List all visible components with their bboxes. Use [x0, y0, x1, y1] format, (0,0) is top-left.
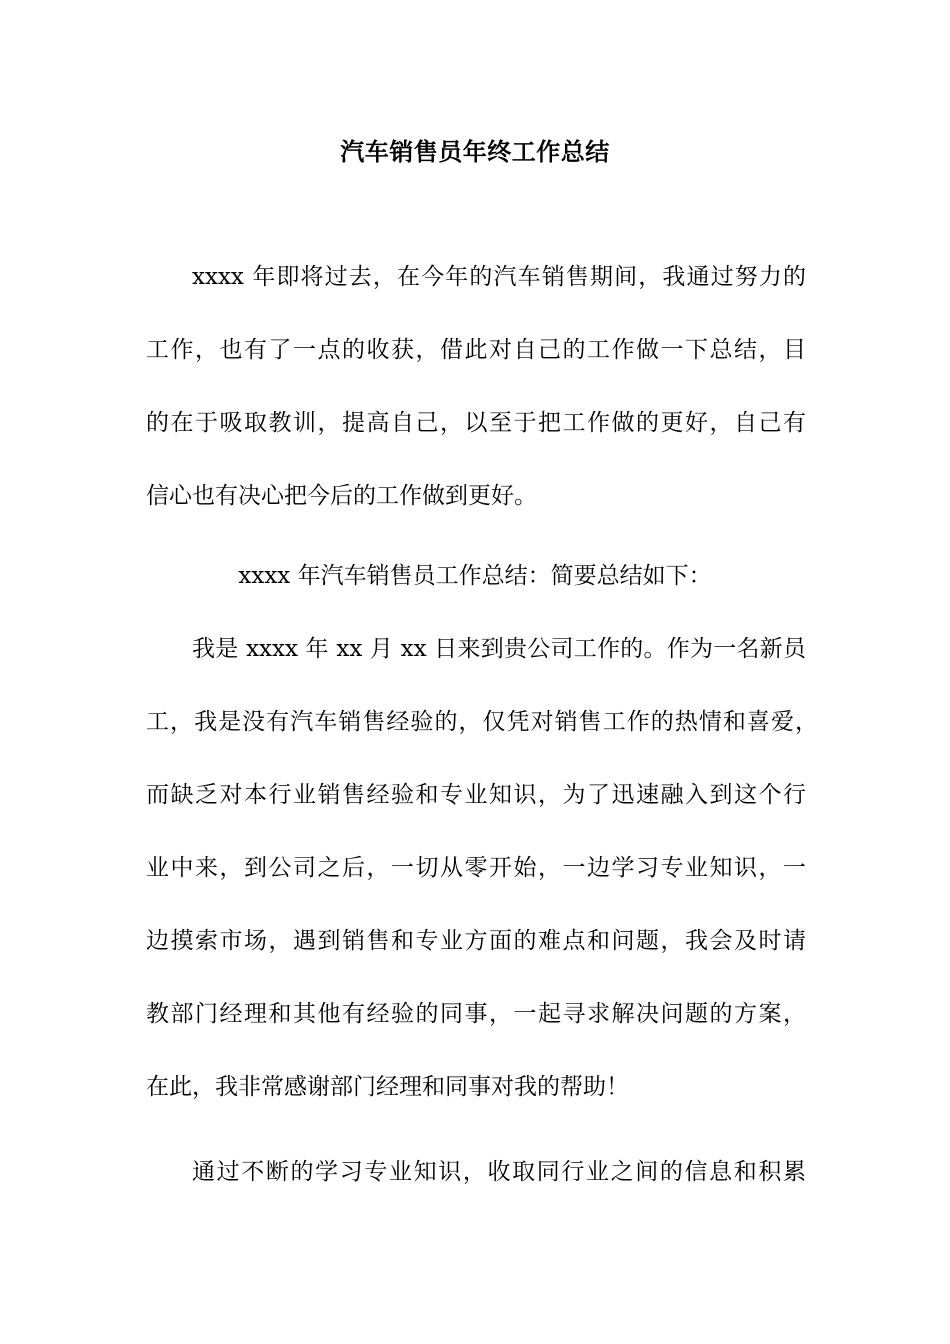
paragraph-line: 工，我是没有汽车销售经验的，仅凭对销售工作的热情和喜爱，	[146, 709, 818, 735]
paragraph-line: xxxx 年即将过去，在今年的汽车销售期间，我通过努力的	[192, 264, 806, 290]
paragraph-line: 边摸索市场，遇到销售和专业方面的难点和问题，我会及时请	[146, 928, 806, 954]
paragraph-line: 在此，我非常感谢部门经理和同事对我的帮助！	[146, 1074, 629, 1100]
paragraph-line: 业中来，到公司之后，一切从零开始，一边学习专业知识，一	[146, 855, 806, 881]
paragraph-line: 教部门经理和其他有经验的同事，一起寻求解决问题的方案，	[146, 1001, 806, 1027]
section-summary-line: xxxx 年汽车销售员工作总结：简要总结如下：	[238, 563, 712, 589]
paragraph-line: 而缺乏对本行业销售经验和专业知识，为了迅速融入到这个行	[146, 782, 806, 808]
document-title: 汽车销售员年终工作总结	[340, 137, 610, 166]
paragraph-line: 信心也有决心把今后的工作做到更好。	[146, 483, 537, 509]
paragraph-line: 工作，也有了一点的收获，借此对自己的工作做一下总结，目	[146, 337, 806, 363]
paragraph-line: 我是 xxxx 年 xx 月 xx 日来到贵公司工作的。作为一名新员	[192, 636, 806, 662]
paragraph-line: 的在于吸取教训，提高自己，以至于把工作做的更好，自己有	[146, 410, 806, 436]
paragraph-line: 通过不断的学习专业知识，收取同行业之间的信息和积累	[192, 1159, 806, 1185]
